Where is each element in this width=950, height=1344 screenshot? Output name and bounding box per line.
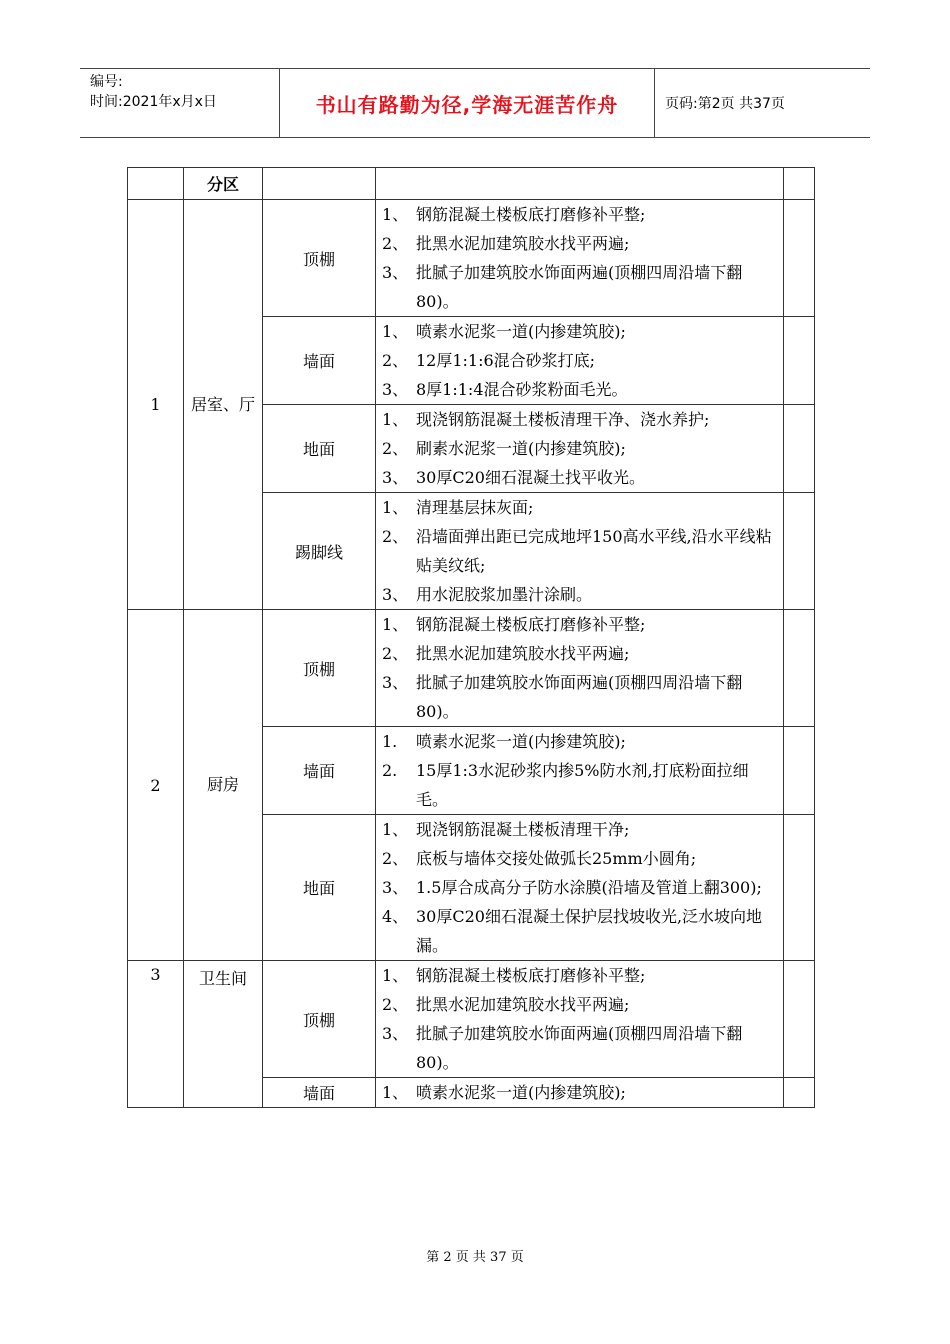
steps-cell [376, 200, 784, 317]
step-number: 1. [382, 732, 398, 751]
step-number: 1、 [382, 966, 409, 985]
step-text: 批黑水泥加建筑胶水找平两遍; [416, 234, 630, 253]
steps-list [382, 405, 779, 492]
step-item [382, 610, 779, 639]
step-item [382, 229, 779, 258]
part-name: 墙面 [263, 727, 376, 815]
extra-cell [784, 610, 815, 727]
table-row [128, 961, 815, 1078]
extra-cell [784, 1078, 815, 1108]
extra-cell [784, 493, 815, 610]
step-text: 现浇钢筋混凝土楼板清理干净; [416, 820, 630, 839]
step-number: 3、 [382, 673, 409, 692]
part-name: 顶棚 [263, 200, 376, 317]
step-item [382, 815, 779, 844]
extra-cell [784, 405, 815, 493]
step-item [382, 463, 779, 492]
steps-cell [376, 815, 784, 961]
step-item [382, 346, 779, 375]
part-name: 顶棚 [263, 961, 376, 1078]
step-item [382, 522, 779, 580]
step-number: 3、 [382, 263, 409, 282]
step-number: 2、 [382, 995, 409, 1014]
step-number: 2、 [382, 849, 409, 868]
step-text: 钢筋混凝土楼板底打磨修补平整; [416, 615, 646, 634]
step-item [382, 668, 779, 726]
step-item [382, 873, 779, 902]
step-number: 2、 [382, 439, 409, 458]
step-item [382, 961, 779, 990]
part-name: 墙面 [263, 1078, 376, 1108]
table-header-row [128, 168, 815, 200]
step-item [382, 990, 779, 1019]
extra-cell [784, 317, 815, 405]
step-text: 喷素水泥浆一道(内掺建筑胶); [416, 322, 626, 341]
step-number: 1、 [382, 498, 409, 517]
step-number: 2、 [382, 351, 409, 370]
step-text: 现浇钢筋混凝土楼板清理干净、浇水养护; [416, 410, 710, 429]
step-text: 清理基层抹灰面; [416, 498, 534, 517]
part-name: 地面 [263, 405, 376, 493]
step-text: 喷素水泥浆一道(内掺建筑胶); [416, 732, 626, 751]
header-meta [80, 69, 280, 137]
header-page-info: 页码:第2页 共37页 [665, 96, 785, 112]
step-number: 1、 [382, 615, 409, 634]
table-row [128, 200, 815, 317]
row-number: 3 [128, 961, 184, 1108]
step-item [382, 434, 779, 463]
step-number: 1、 [382, 205, 409, 224]
step-text: 12厚1:1:6混合砂浆打底; [416, 351, 596, 370]
part-name: 地面 [263, 815, 376, 961]
table-body [128, 168, 815, 1108]
header-motto: 书山有路勤为径,学海无涯苦作舟 [280, 69, 655, 137]
step-text: 8厚1:1:4混合砂浆粉面毛光。 [416, 380, 628, 399]
step-number: 1、 [382, 322, 409, 341]
step-item [382, 756, 779, 814]
step-text: 钢筋混凝土楼板底打磨修补平整; [416, 966, 646, 985]
header-cell-part [263, 168, 376, 200]
step-number: 1、 [382, 410, 409, 429]
steps-cell [376, 493, 784, 610]
steps-cell [376, 727, 784, 815]
extra-cell [784, 727, 815, 815]
step-number: 2、 [382, 527, 409, 546]
steps-cell [376, 961, 784, 1078]
header-cell-zone: 分区 [184, 168, 263, 200]
zone-name: 厨房 [184, 610, 263, 961]
step-item [382, 1078, 779, 1107]
step-number: 2、 [382, 234, 409, 253]
extra-cell [784, 200, 815, 317]
zone-name: 卫生间 [184, 961, 263, 1108]
step-item [382, 405, 779, 434]
step-item [382, 317, 779, 346]
header-cell-steps [376, 168, 784, 200]
steps-list [382, 815, 779, 960]
step-number: 3、 [382, 878, 409, 897]
table-row [128, 610, 815, 727]
step-item [382, 639, 779, 668]
extra-cell [784, 815, 815, 961]
step-number: 3、 [382, 380, 409, 399]
construction-table [127, 167, 815, 1108]
step-item [382, 902, 779, 960]
step-text: 30厚C20细石混凝土保护层找坡收光,泛水坡向地漏。 [416, 907, 763, 955]
header-cell-no [128, 168, 184, 200]
steps-list [382, 961, 779, 1077]
page-footer: 第 2 页 共 37 页 [426, 1250, 524, 1265]
steps-cell [376, 405, 784, 493]
step-item [382, 727, 779, 756]
row-number: 2 [128, 610, 184, 961]
steps-list [382, 493, 779, 609]
step-text: 用水泥胶浆加墨汁涂刷。 [416, 585, 593, 604]
step-number: 2. [382, 761, 398, 780]
part-name: 顶棚 [263, 610, 376, 727]
step-text: 钢筋混凝土楼板底打磨修补平整; [416, 205, 646, 224]
step-text: 沿墙面弹出距已完成地坪150高水平线,沿水平线粘贴美纹纸; [416, 527, 772, 575]
steps-list [382, 200, 779, 316]
step-text: 批腻子加建筑胶水饰面两遍(顶棚四周沿墙下翻80)。 [416, 673, 743, 721]
step-text: 批腻子加建筑胶水饰面两遍(顶棚四周沿墙下翻80)。 [416, 263, 743, 311]
time-label: 时间:2021年x月x日 [90, 94, 217, 110]
steps-list [382, 317, 779, 404]
step-number: 1、 [382, 820, 409, 839]
header-cell-extra [784, 168, 815, 200]
step-number: 3、 [382, 585, 409, 604]
part-name: 踢脚线 [263, 493, 376, 610]
row-number: 1 [128, 200, 184, 610]
steps-list [382, 610, 779, 726]
step-item [382, 844, 779, 873]
step-text: 批腻子加建筑胶水饰面两遍(顶棚四周沿墙下翻80)。 [416, 1024, 743, 1072]
step-item [382, 375, 779, 404]
step-item [382, 258, 779, 316]
steps-cell [376, 317, 784, 405]
step-item [382, 493, 779, 522]
page-header [80, 68, 870, 138]
number-label: 编号: [90, 74, 123, 90]
steps-cell [376, 1078, 784, 1108]
step-text: 15厚1:3水泥砂浆内掺5%防水剂,打底粉面拉细毛。 [416, 761, 749, 809]
step-text: 批黑水泥加建筑胶水找平两遍; [416, 644, 630, 663]
steps-list [382, 1078, 779, 1107]
step-item [382, 1019, 779, 1077]
step-text: 批黑水泥加建筑胶水找平两遍; [416, 995, 630, 1014]
part-name: 墙面 [263, 317, 376, 405]
steps-cell [376, 610, 784, 727]
step-item [382, 200, 779, 229]
step-text: 喷素水泥浆一道(内掺建筑胶); [416, 1083, 626, 1102]
step-text: 1.5厚合成高分子防水涂膜(沿墙及管道上翻300); [416, 878, 762, 897]
step-item [382, 580, 779, 609]
step-text: 刷素水泥浆一道(内掺建筑胶); [416, 439, 626, 458]
step-number: 3、 [382, 1024, 409, 1043]
extra-cell [784, 961, 815, 1078]
steps-list [382, 727, 779, 814]
step-number: 1、 [382, 1083, 409, 1102]
step-number: 3、 [382, 468, 409, 487]
step-number: 2、 [382, 644, 409, 663]
step-number: 4、 [382, 907, 409, 926]
step-text: 30厚C20细石混凝土找平收光。 [416, 468, 645, 487]
step-text: 底板与墙体交接处做弧长25mm小圆角; [416, 849, 697, 868]
zone-name: 居室、厅 [184, 200, 263, 610]
